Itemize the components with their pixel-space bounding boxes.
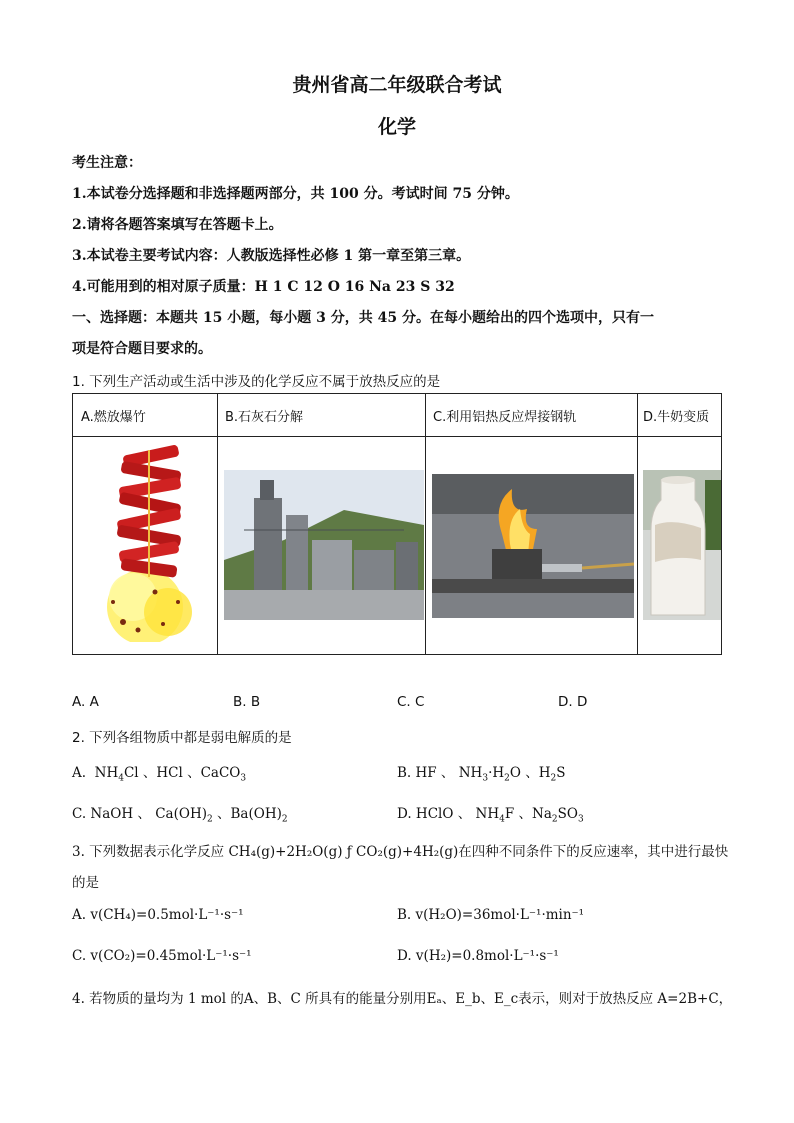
spoiled-milk-bottle-image: [643, 470, 721, 620]
firecracker-image: [93, 442, 215, 642]
table-header-a: A.燃放爆竹: [81, 410, 146, 425]
notice-item-3: 3.本试卷主要考试内容：人教版选择性必修 1 第一章至第三章。: [72, 248, 471, 264]
q2-option-a: A. $NH_4Cl$ 、HCl 、CaCO$_3$: [72, 765, 247, 784]
section-heading-line2: 项是符合题目要求的。: [72, 341, 212, 357]
q1-option-d: D. D: [558, 694, 588, 710]
q2-option-c: C. NaOH 、 $Ca(OH)_2$ 、$Ba(OH)_2$: [72, 806, 288, 825]
question-1-stem: 1. 下列生产活动或生活中涉及的化学反应不属于放热反应的是: [72, 374, 441, 390]
notice-heading: 考生注意：: [72, 155, 142, 171]
q3-option-b: B. v(H₂O)=36mol·L⁻¹·min⁻¹: [397, 907, 585, 923]
firecracker-burst: [107, 569, 192, 642]
q1-option-a: A. A: [72, 694, 99, 710]
q3-option-c: C. v(CO₂)=0.45mol·L⁻¹·s⁻¹: [72, 948, 252, 964]
table-header-b: B.石灰石分解: [225, 410, 304, 425]
section-heading-line1: 一、选择题：本题共 15 小题，每小题 3 分，共 45 分。在每小题给出的四个选项中，只有一: [72, 310, 654, 326]
table-header-c: C.利用铝热反应焊接钢轨: [433, 410, 577, 425]
question-3-stem-line2: 的是: [72, 875, 99, 891]
question-4-stem: 4. 若物质的量均为 1 mol 的A、B、C 所具有的能量分别用Eₐ、E_b、E_c表示，则对于放热反应 A=2B+C，: [72, 991, 733, 1007]
q3-option-a: A. v(CH₄)=0.5mol·L⁻¹·s⁻¹: [72, 907, 244, 923]
thermite-welding-image: [432, 474, 634, 618]
notice-item-2: 2.请将各题答案填写在答题卡上。: [72, 217, 283, 233]
question-2-stem: 2. 下列各组物质中都是弱电解质的是: [72, 730, 292, 746]
subject-title: 化学: [377, 116, 416, 138]
exam-title: 贵州省高二年级联合考试: [292, 74, 502, 96]
question-3-stem-line1: 3. 下列数据表示化学反应 CH₄(g)+2H₂O(g) ƒ CO₂(g)+4H₂(g)在四种不同条件下的反应速率，其中进行最快: [72, 844, 729, 860]
lime-kiln-factory-image: [224, 470, 424, 620]
notice-item-1: 1.本试卷分选择题和非选择题两部分，共 100 分。考试时间 75 分钟。: [72, 186, 519, 202]
q2-option-d: D. HClO 、 $NH_4F$ 、$Na_2SO_3$: [397, 806, 584, 825]
q2-option-b: B. HF 、 $NH_3\cdot H_2O$ 、$H_2S$: [397, 765, 566, 784]
firecracker-string: [116, 444, 181, 578]
q1-option-b: B. B: [233, 694, 261, 710]
table-header-d: D.牛奶变质: [643, 410, 710, 425]
question-1-image-table: [72, 393, 722, 655]
q3-option-d: D. v(H₂)=0.8mol·L⁻¹·s⁻¹: [397, 948, 559, 964]
notice-item-4: 4.可能用到的相对原子质量：H 1 C 12 O 16 Na 23 S 32: [72, 279, 455, 295]
q1-option-c: C. C: [397, 694, 425, 710]
